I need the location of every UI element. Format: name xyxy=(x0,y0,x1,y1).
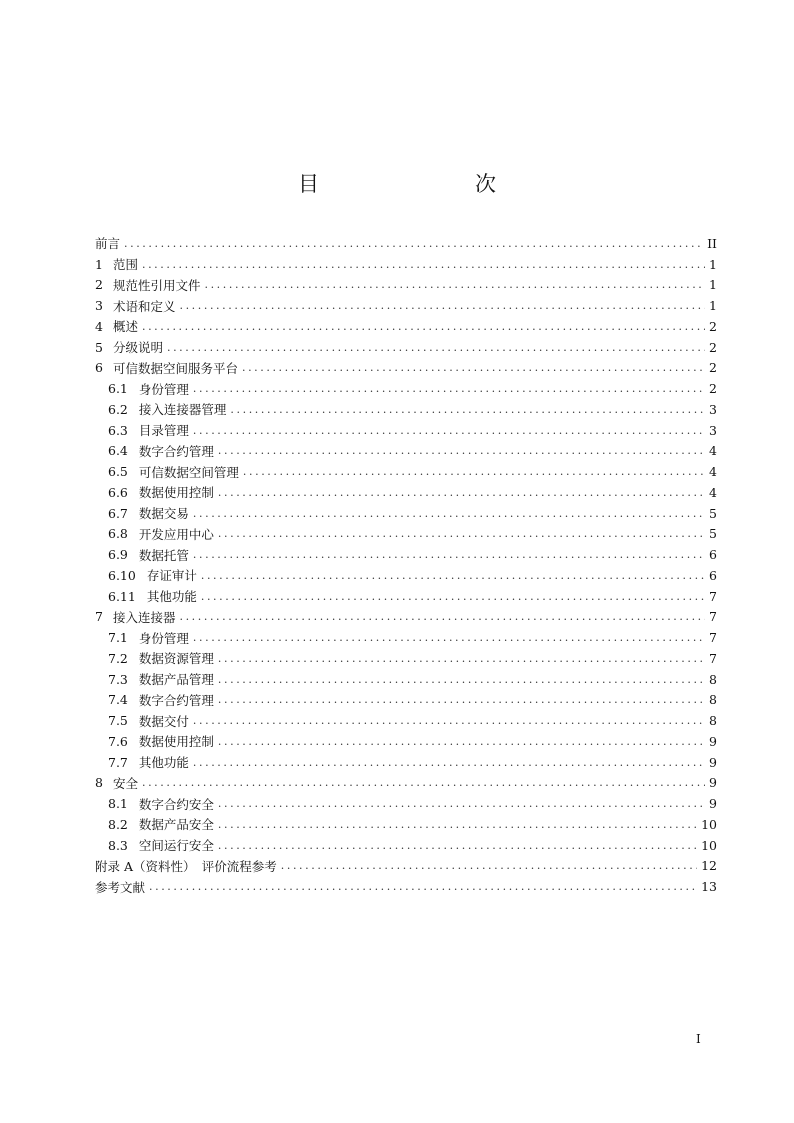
toc-entry-number: 7.7 xyxy=(108,754,128,770)
toc-leader-dots xyxy=(218,839,697,852)
toc-entry-label: 身份管理 xyxy=(138,630,189,646)
toc-leader-dots xyxy=(193,714,705,727)
toc-entry-page: 7 xyxy=(709,588,717,604)
toc-leader-dots xyxy=(142,258,705,271)
toc-entry[interactable] xyxy=(95,607,717,628)
toc-entry-number: 1 xyxy=(95,256,103,272)
toc-entry-label: 数据托管 xyxy=(138,547,189,563)
toc-entry-number: 8.3 xyxy=(108,837,128,853)
toc-entry-number: 6.2 xyxy=(108,401,128,417)
toc-entry-page: 4 xyxy=(709,443,717,459)
toc-entry[interactable] xyxy=(95,731,717,752)
toc-entry-label: 数据交付 xyxy=(138,713,189,729)
toc-entry-page: 1 xyxy=(709,298,717,314)
toc-entry-label: 分级说明 xyxy=(112,340,163,356)
toc-entry-label: 空间运行安全 xyxy=(138,838,214,854)
toc-entry-label: 可信数据空间管理 xyxy=(138,464,239,480)
toc-entry[interactable] xyxy=(95,876,717,897)
toc-leader-dots xyxy=(281,859,697,872)
toc-leader-dots xyxy=(201,590,705,603)
toc-entry[interactable] xyxy=(95,835,717,856)
toc-entry-label: 身份管理 xyxy=(138,381,189,397)
toc-entry-label: 目录管理 xyxy=(138,423,189,439)
toc-entry[interactable] xyxy=(95,482,717,503)
toc-entry-page: 8 xyxy=(709,713,717,729)
toc-entry-page: 10 xyxy=(701,816,717,832)
toc-entry[interactable] xyxy=(95,441,717,462)
toc-entry-number: 8 xyxy=(95,775,103,791)
toc-leader-dots xyxy=(218,735,705,748)
toc-entry-number: 7.6 xyxy=(108,733,128,749)
toc-entry-label: 数据产品安全 xyxy=(138,817,214,833)
page-title: 目 次 xyxy=(298,172,534,196)
toc-entry-number: 7.2 xyxy=(108,650,128,666)
toc-entry-number: 5 xyxy=(95,339,103,355)
toc-entry-label: 概述 xyxy=(112,319,138,335)
table-of-contents xyxy=(95,233,717,897)
toc-leader-dots xyxy=(193,507,705,520)
toc-entry[interactable] xyxy=(95,358,717,379)
toc-entry-page: 9 xyxy=(709,733,717,749)
toc-entry-page: 8 xyxy=(709,671,717,687)
toc-entry-number: 6.5 xyxy=(108,464,128,480)
toc-entry-page: 2 xyxy=(709,360,717,376)
toc-leader-dots xyxy=(230,403,705,416)
toc-entry[interactable] xyxy=(95,690,717,711)
toc-entry-number: 8.1 xyxy=(108,796,128,812)
toc-entry-number: 7 xyxy=(95,609,103,625)
toc-entry-number: 6 xyxy=(95,360,103,376)
toc-entry-page: 12 xyxy=(701,858,717,874)
toc-entry-page: 3 xyxy=(709,401,717,417)
toc-entry-label: 开发应用中心 xyxy=(138,526,214,542)
toc-entry[interactable] xyxy=(95,814,717,835)
toc-entry-label: 数字合约管理 xyxy=(138,692,214,708)
toc-leader-dots xyxy=(218,797,705,810)
toc-entry-page: II xyxy=(707,235,717,251)
toc-entry-page: 2 xyxy=(709,339,717,355)
toc-entry-page: 3 xyxy=(709,422,717,438)
toc-entry[interactable] xyxy=(95,669,717,690)
toc-entry-number: 6.8 xyxy=(108,526,128,542)
toc-entry-label: 范围 xyxy=(112,257,138,273)
toc-leader-dots xyxy=(218,652,705,665)
toc-entry[interactable] xyxy=(95,254,717,275)
toc-entry-page: 4 xyxy=(709,464,717,480)
toc-entry-label: 数字合约管理 xyxy=(138,443,214,459)
toc-entry[interactable] xyxy=(95,316,717,337)
toc-leader-dots xyxy=(193,548,705,561)
toc-entry-page: 4 xyxy=(709,484,717,500)
toc-entry-page: 1 xyxy=(709,256,717,272)
toc-entry[interactable] xyxy=(95,524,717,545)
toc-entry-number: 7.3 xyxy=(108,671,128,687)
toc-entry-number: 4 xyxy=(95,318,103,334)
toc-entry-label: 附录 A（资料性） 评价流程参考 xyxy=(95,858,277,874)
toc-entry-number: 6.3 xyxy=(108,422,128,438)
toc-entry-page: 7 xyxy=(709,609,717,625)
toc-leader-dots xyxy=(204,278,705,291)
toc-entry[interactable] xyxy=(95,233,717,254)
toc-entry-page: 7 xyxy=(709,650,717,666)
toc-entry-number: 3 xyxy=(95,298,103,314)
toc-entry-page: 8 xyxy=(709,692,717,708)
toc-leader-dots xyxy=(218,673,705,686)
toc-leader-dots xyxy=(193,424,705,437)
toc-leader-dots xyxy=(193,756,705,769)
toc-leader-dots xyxy=(218,693,705,706)
toc-entry-label: 数据资源管理 xyxy=(138,651,214,667)
toc-entry-label: 规范性引用文件 xyxy=(112,277,201,293)
toc-entry[interactable] xyxy=(95,275,717,296)
toc-entry-page: 13 xyxy=(701,879,717,895)
toc-leader-dots xyxy=(167,341,705,354)
toc-entry-label: 存证审计 xyxy=(146,568,197,584)
toc-entry-number: 7.5 xyxy=(108,713,128,729)
toc-entry-number: 8.2 xyxy=(108,816,128,832)
toc-entry[interactable] xyxy=(95,337,717,358)
toc-entry-label: 数据交易 xyxy=(138,506,189,522)
toc-entry-label: 数据产品管理 xyxy=(138,672,214,688)
toc-leader-dots xyxy=(218,818,697,831)
toc-entry-page: 9 xyxy=(709,754,717,770)
toc-entry-number: 7.4 xyxy=(108,692,128,708)
toc-entry-label: 接入连接器 xyxy=(112,609,176,625)
toc-entry-label: 前言 xyxy=(95,236,121,252)
toc-entry-number: 6.9 xyxy=(108,547,128,563)
toc-entry-label: 数据使用控制 xyxy=(138,734,214,750)
toc-entry[interactable] xyxy=(95,544,717,565)
toc-entry-number: 6.7 xyxy=(108,505,128,521)
toc-entry[interactable] xyxy=(95,773,717,794)
toc-entry-page: 9 xyxy=(709,775,717,791)
toc-entry-label: 安全 xyxy=(112,775,138,791)
toc-entry-page: 6 xyxy=(709,567,717,583)
toc-entry[interactable] xyxy=(95,565,717,586)
toc-leader-dots xyxy=(142,776,705,789)
toc-entry[interactable] xyxy=(95,295,717,316)
toc-entry-label: 可信数据空间服务平台 xyxy=(112,360,238,376)
toc-leader-dots xyxy=(218,527,705,540)
toc-entry-page: 2 xyxy=(709,318,717,334)
toc-entry-page: 1 xyxy=(709,277,717,293)
toc-entry-number: 2 xyxy=(95,277,103,293)
toc-entry[interactable] xyxy=(95,648,717,669)
toc-entry-label: 数字合约安全 xyxy=(138,796,214,812)
toc-entry-number: 6.11 xyxy=(108,588,136,604)
toc-entry[interactable] xyxy=(95,378,717,399)
toc-entry-label: 参考文献 xyxy=(95,879,146,895)
toc-entry-number: 6.10 xyxy=(108,567,136,583)
toc-leader-dots xyxy=(193,382,705,395)
toc-entry-page: 5 xyxy=(709,505,717,521)
toc-entry[interactable] xyxy=(95,752,717,773)
toc-entry[interactable] xyxy=(95,461,717,482)
toc-leader-dots xyxy=(179,610,705,623)
toc-entry[interactable] xyxy=(95,503,717,524)
toc-leader-dots xyxy=(201,569,705,582)
toc-entry-label: 其他功能 xyxy=(146,589,197,605)
toc-leader-dots xyxy=(193,631,705,644)
toc-entry[interactable] xyxy=(95,793,717,814)
toc-entry-page: 5 xyxy=(709,526,717,542)
toc-entry[interactable] xyxy=(95,856,717,877)
toc-entry-number: 6.4 xyxy=(108,443,128,459)
toc-entry[interactable] xyxy=(95,627,717,648)
toc-leader-dots xyxy=(124,237,703,250)
toc-leader-dots xyxy=(218,444,705,457)
toc-entry-page: 6 xyxy=(709,547,717,563)
toc-entry-page: 9 xyxy=(709,796,717,812)
toc-leader-dots xyxy=(243,465,705,478)
toc-entry[interactable] xyxy=(95,586,717,607)
toc-leader-dots xyxy=(218,486,705,499)
toc-entry-number: 6.6 xyxy=(108,484,128,500)
toc-entry-number: 7.1 xyxy=(108,630,128,646)
toc-entry[interactable] xyxy=(95,420,717,441)
toc-entry[interactable] xyxy=(95,399,717,420)
toc-entry-label: 数据使用控制 xyxy=(138,485,214,501)
toc-leader-dots xyxy=(242,361,705,374)
toc-leader-dots xyxy=(179,299,705,312)
toc-entry-label: 术语和定义 xyxy=(112,298,176,314)
page-number: I xyxy=(696,1032,701,1046)
toc-entry-label: 其他功能 xyxy=(138,755,189,771)
toc-entry-page: 7 xyxy=(709,630,717,646)
toc-entry-label: 接入连接器管理 xyxy=(138,402,227,418)
toc-entry-number: 6.1 xyxy=(108,381,128,397)
toc-entry-page: 10 xyxy=(701,837,717,853)
toc-leader-dots xyxy=(142,320,705,333)
toc-entry[interactable] xyxy=(95,710,717,731)
toc-leader-dots xyxy=(149,880,697,893)
toc-entry-page: 2 xyxy=(709,381,717,397)
